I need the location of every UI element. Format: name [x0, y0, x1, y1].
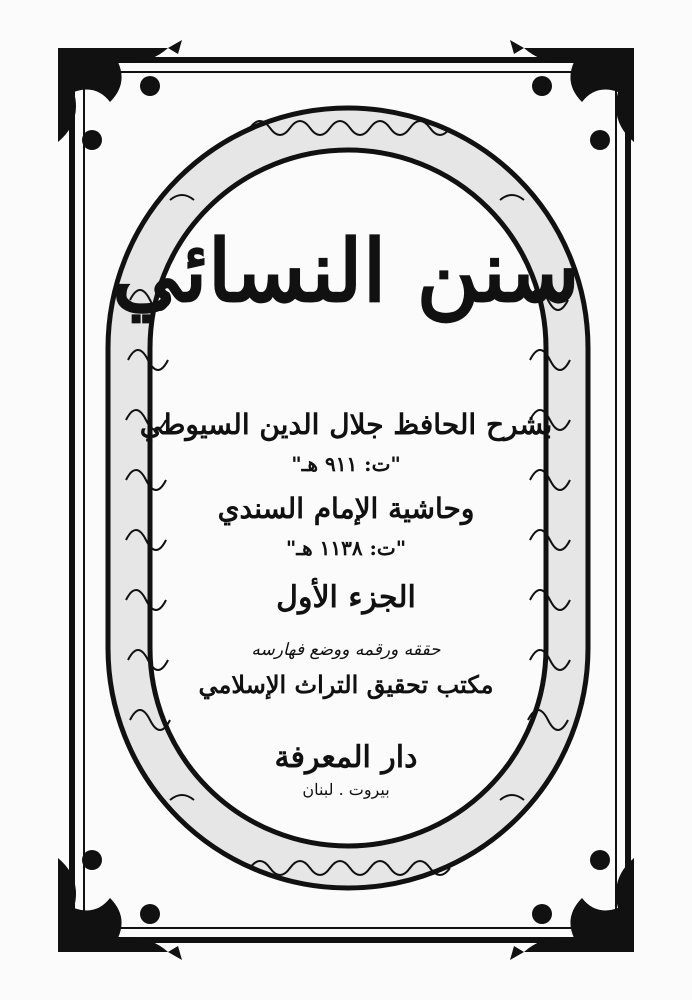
commentary-line: بشرح الحافظ جلال الدين السيوطي [139, 408, 553, 441]
bottom-left-ornament [58, 850, 182, 960]
top-left-ornament [58, 40, 182, 150]
editor-name: مكتب تحقيق التراث الإسلامي [198, 670, 494, 699]
publisher-name: دار المعرفة [274, 740, 418, 775]
volume-label: الجزء الأول [276, 580, 416, 615]
publisher-city: بيروت . لبنان [302, 780, 390, 799]
gloss-death-date: "ت: ١١٣٨ هـ" [285, 536, 407, 560]
book-title: سنن النسائي [111, 221, 580, 322]
gloss-line: وحاشية الإمام السندي [217, 492, 475, 525]
edited-by-line: حققه ورقمه ووضع فهارسه [251, 640, 441, 660]
commentary-death-date: "ت: ٩١١ هـ" [291, 452, 401, 476]
